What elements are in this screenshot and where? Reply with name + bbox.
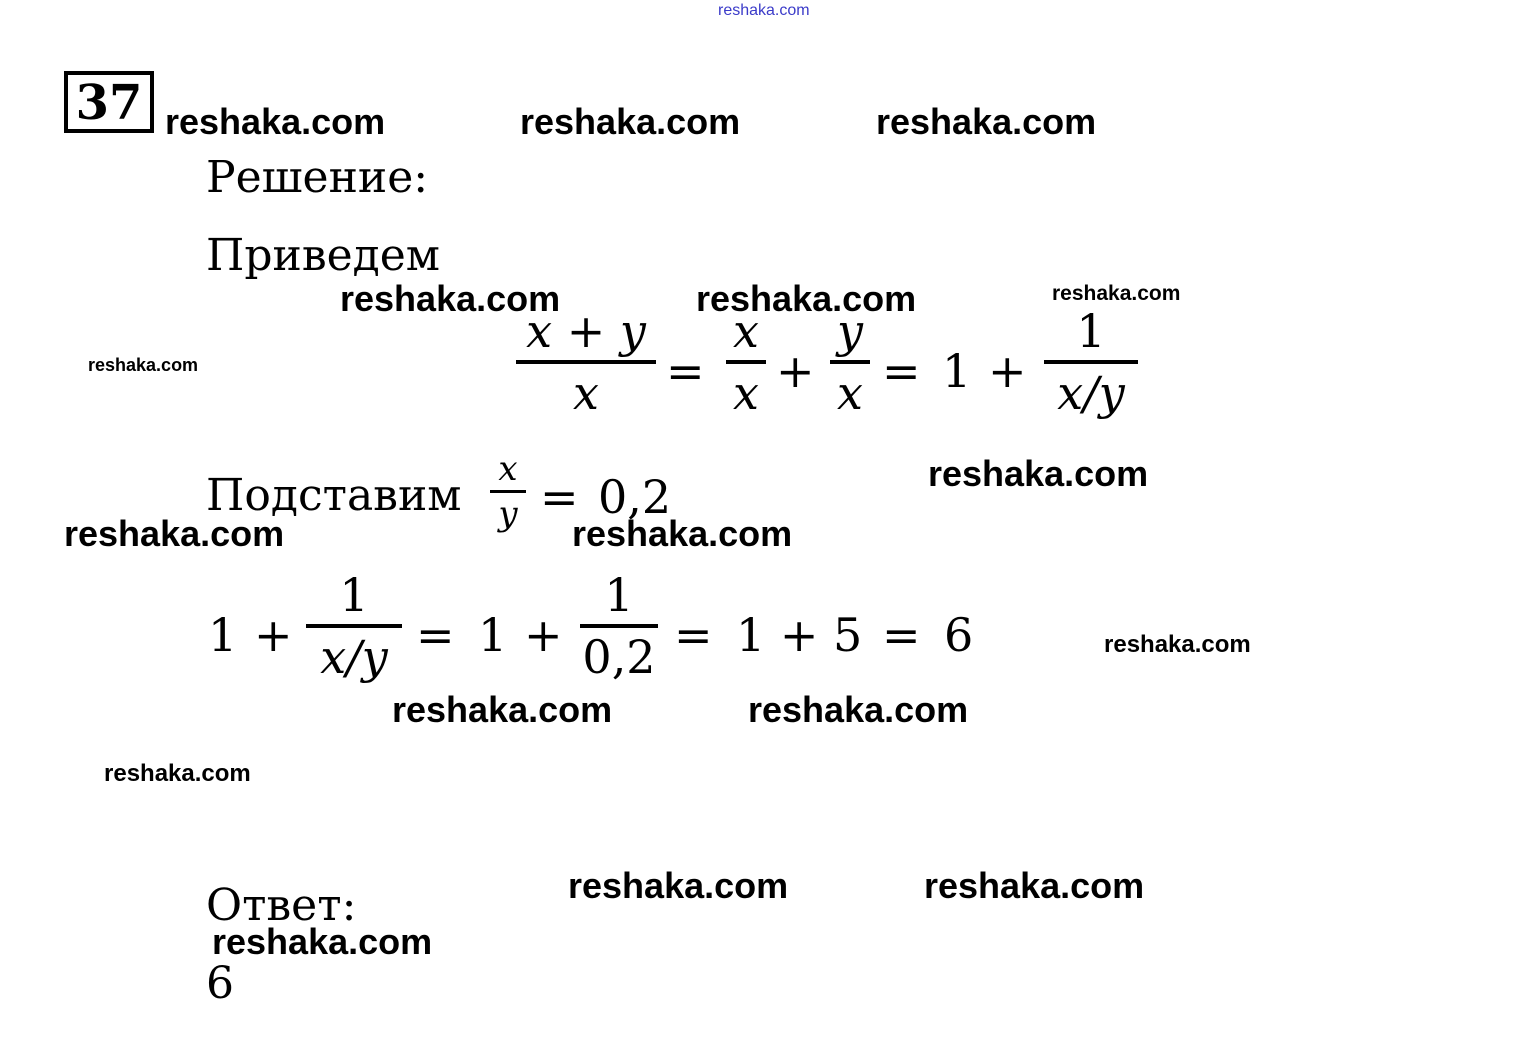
plus-sign: + — [524, 608, 563, 662]
eq2-fraction-2-numerator: 1 — [604, 568, 634, 622]
watermark: reshaka.com — [924, 865, 1145, 906]
answer-label: Ответ: — [206, 880, 357, 931]
answer-value: 6 — [206, 958, 234, 1009]
eq1-term2-numerator: y — [837, 304, 863, 358]
eq1-lhs-denominator: x — [573, 366, 599, 420]
equals-sign: = — [882, 344, 921, 398]
watermark: reshaka.com — [696, 278, 917, 319]
fraction-bar — [306, 624, 402, 628]
eq1-term2-denominator: x — [837, 366, 863, 420]
watermark: reshaka.com — [568, 865, 789, 906]
substitute-value: 0,2 — [598, 470, 672, 524]
watermark: reshaka.com — [748, 689, 969, 730]
watermark: reshaka.com — [928, 453, 1149, 494]
site-watermark: reshaka.com — [718, 2, 810, 19]
watermark: reshaka.com — [876, 101, 1097, 142]
watermark: reshaka.com — [520, 101, 741, 142]
eq1-term1-denominator: x — [733, 366, 759, 420]
eq2-sum: 1 + 5 — [736, 608, 863, 662]
eq2-fraction-1-denominator: x/y — [320, 630, 388, 684]
equals-sign: = — [674, 608, 713, 662]
fraction-bar — [830, 360, 870, 364]
substitute-numerator: x — [498, 449, 518, 489]
plus-sign: + — [988, 344, 1027, 398]
plus-sign: + — [776, 344, 815, 398]
substitute-text: Подставим — [206, 470, 462, 521]
fraction-bar — [580, 624, 658, 628]
eq2-fraction-1 — [306, 568, 402, 684]
fraction-bar — [726, 360, 766, 364]
equals-sign: = — [416, 608, 455, 662]
watermark: reshaka.com — [88, 355, 199, 375]
watermark: reshaka.com — [572, 513, 793, 554]
plus-sign: + — [254, 608, 293, 662]
substitute-fraction — [490, 449, 526, 534]
watermark: reshaka.com — [165, 101, 386, 142]
eq2-fraction-1-numerator: 1 — [339, 568, 369, 622]
watermark: reshaka.com — [104, 760, 251, 787]
eq1-lhs-fraction — [516, 304, 656, 420]
number-one: 1 — [208, 608, 238, 662]
problem-number: 37 — [64, 71, 154, 133]
eq1-term1-numerator: x — [733, 304, 759, 358]
eq1-term3-fraction — [1044, 304, 1138, 420]
fraction-bar — [490, 490, 526, 493]
watermark: reshaka.com — [1104, 631, 1251, 658]
heading-solution: Решение: — [206, 152, 429, 203]
eq1-term2-fraction — [830, 304, 870, 420]
eq1-term3-denominator: x/y — [1057, 366, 1125, 420]
eq2-fraction-2-denominator: 0,2 — [582, 630, 656, 684]
heading-reduce: Приведем — [206, 230, 441, 281]
eq1-term1-fraction — [726, 304, 766, 420]
substitute-denominator: y — [498, 494, 518, 534]
watermark: reshaka.com — [392, 689, 613, 730]
number-one: 1 — [478, 608, 508, 662]
equals-sign: = — [666, 344, 705, 398]
eq2-fraction-2 — [580, 568, 658, 684]
fraction-bar — [516, 360, 656, 364]
fraction-bar — [1044, 360, 1138, 364]
equals-sign: = — [540, 470, 579, 524]
eq1-lhs-numerator: x + y — [526, 304, 646, 358]
watermark: reshaka.com — [340, 278, 561, 319]
eq2-result: 6 — [944, 608, 974, 662]
number-one: 1 — [942, 344, 972, 398]
watermark: reshaka.com — [1052, 282, 1181, 305]
watermark: reshaka.com — [64, 513, 285, 554]
eq1-term3-numerator: 1 — [1076, 304, 1106, 358]
equals-sign: = — [882, 608, 921, 662]
watermark: reshaka.com — [212, 921, 433, 962]
